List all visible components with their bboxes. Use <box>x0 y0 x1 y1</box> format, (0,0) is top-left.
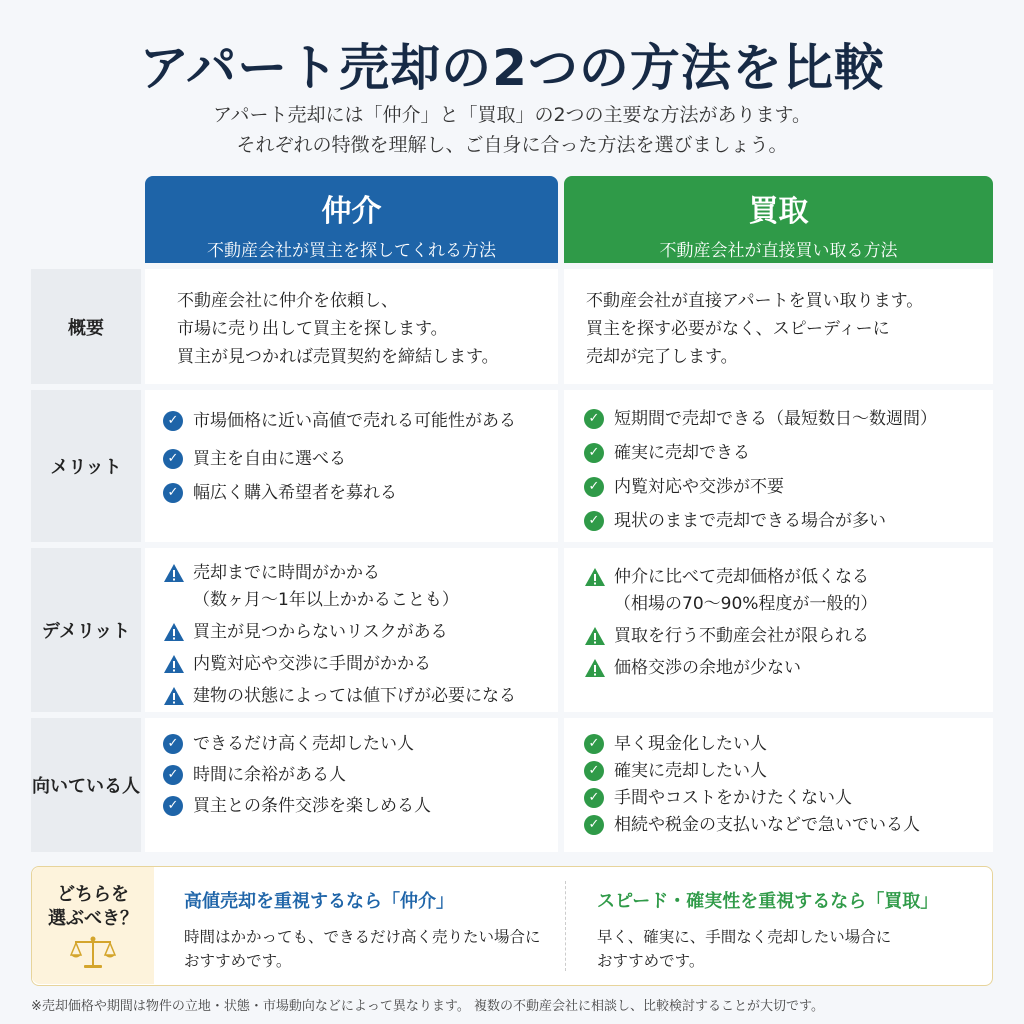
suited-cell-chukai <box>145 718 558 852</box>
list-item <box>584 657 993 679</box>
check-icon: ✓ <box>584 734 604 754</box>
page-subtitle <box>0 100 1024 160</box>
subtitle-line: アパート売却には「仲介」と「買取」の2つの主要な方法があります。 <box>212 104 812 126</box>
list-item-text: 相続や税金の支払いなどで急いでいる人 <box>614 815 920 835</box>
question-line: どちらを <box>57 884 129 905</box>
list-item <box>163 795 558 817</box>
column-header-chukai <box>145 176 558 263</box>
desc-line: 早く、確実に、手間なく売却したい場合に <box>597 928 892 946</box>
list-item <box>584 408 993 430</box>
column-title-chukai: 仲介 <box>321 194 382 229</box>
check-icon: ✓ <box>163 449 183 469</box>
list-item-text: 買取を行う不動産会社が限られる <box>614 626 869 646</box>
check-icon: ✓ <box>163 411 183 431</box>
list-item-note: （数ヶ月〜1年以上かかることも） <box>193 590 459 610</box>
column-title-kaitori: 買取 <box>748 194 809 229</box>
check-icon: ✓ <box>584 761 604 781</box>
list-item <box>584 510 993 532</box>
check-icon: ✓ <box>584 815 604 835</box>
list-item <box>163 733 558 755</box>
overview-line: 不動産会社が直接アパートを買い取ります。 <box>586 291 924 311</box>
recommendation-label <box>32 867 154 984</box>
recommendation-divider <box>565 881 566 971</box>
list-item <box>163 482 558 504</box>
list-item <box>163 621 558 643</box>
warning-icon <box>163 622 185 642</box>
question-line: 選ぶべき？ <box>48 908 138 929</box>
merit-cell-chukai <box>145 390 558 542</box>
overview-line: 市場に売り出して買主を探します。 <box>177 319 448 339</box>
recommendation-question <box>32 883 154 931</box>
overview-line: 買主が見つかれば売買契約を締結します。 <box>177 347 499 367</box>
recommendation-chukai-desc <box>184 925 564 973</box>
overview-line: 買主を探す必要がなく、スピーディーに <box>586 319 890 339</box>
overview-text-kaitori <box>586 287 993 371</box>
check-icon: ✓ <box>163 734 183 754</box>
list-item-text: 買主との条件交渉を楽しめる人 <box>193 796 431 816</box>
list-item-text: 価格交渉の余地が少ない <box>614 658 801 678</box>
overview-line: 不動産会社に仲介を依頼し、 <box>177 291 398 311</box>
list-item-text: 早く現金化したい人 <box>614 734 767 754</box>
check-icon: ✓ <box>163 483 183 503</box>
overview-text-chukai <box>177 287 558 371</box>
check-icon: ✓ <box>584 788 604 808</box>
row-label-overview: 概要 <box>31 269 141 384</box>
list-item <box>584 787 993 809</box>
check-icon: ✓ <box>584 477 604 497</box>
list-item-text: 手間やコストをかけたくない人 <box>614 788 852 808</box>
check-icon: ✓ <box>163 765 183 785</box>
demerit-cell-chukai <box>145 548 558 712</box>
demerit-cell-kaitori <box>564 548 993 712</box>
column-subtitle-chukai: 不動産会社が買主を探してくれる方法 <box>207 241 496 261</box>
list-item-text: 売却までに時間がかかる <box>193 563 380 583</box>
list-item-text: 内覧対応や交渉が不要 <box>614 477 784 497</box>
overview-cell-chukai <box>145 269 558 384</box>
list-item-text: 確実に売却できる <box>614 443 750 463</box>
overview-line: 売却が完了します。 <box>586 347 738 367</box>
list-item <box>584 442 993 464</box>
check-icon: ✓ <box>584 443 604 463</box>
warning-icon <box>163 686 185 706</box>
list-item <box>584 733 993 755</box>
recommendation-chukai <box>184 887 564 973</box>
suited-cell-kaitori <box>564 718 993 852</box>
list-item <box>584 566 993 588</box>
list-item <box>584 814 993 836</box>
list-item-note: （相場の70〜90%程度が一般的） <box>614 594 878 614</box>
list-item <box>584 476 993 498</box>
list-item <box>584 625 993 647</box>
list-item-text: 買主を自由に選べる <box>193 449 346 469</box>
footnote: ※売却価格や期間は物件の立地・状態・市場動向などによって異なります。 複数の不動産会社に相談し、比較検討することが大切です。 <box>31 999 824 1014</box>
row-label-demerit: デメリット <box>31 548 141 712</box>
column-header-kaitori <box>564 176 993 263</box>
recommendation-chukai-title: 高値売却を重視するなら「仲介」 <box>184 891 454 912</box>
list-item-text: 内覧対応や交渉に手間がかかる <box>193 654 431 674</box>
page-title: アパート売却の2つの方法を比較 <box>139 39 885 97</box>
merit-cell-kaitori <box>564 390 993 542</box>
list-item <box>163 653 558 675</box>
list-item <box>163 410 558 432</box>
row-label-merit: メリット <box>31 390 141 542</box>
warning-icon <box>163 563 185 583</box>
recommendation-kaitori <box>597 887 977 973</box>
warning-icon <box>584 658 606 678</box>
list-item <box>163 562 558 584</box>
list-item-text: 時間に余裕がある人 <box>193 765 346 785</box>
warning-icon <box>584 626 606 646</box>
check-icon: ✓ <box>584 511 604 531</box>
list-item-text: できるだけ高く売却したい人 <box>193 734 414 754</box>
desc-line: 時間はかかっても、できるだけ高く売りたい場合に <box>184 928 541 946</box>
desc-line: おすすめです。 <box>597 952 705 970</box>
list-item <box>163 448 558 470</box>
row-label-suited: 向いている人 <box>31 718 141 852</box>
list-item-text: 確実に売却したい人 <box>614 761 767 781</box>
list-item-text: 現状のままで売却できる場合が多い <box>614 511 886 531</box>
list-item-text: 買主が見つからないリスクがある <box>193 622 448 642</box>
list-item-text: 短期間で売却できる（最短数日〜数週間） <box>614 409 937 429</box>
overview-cell-kaitori <box>564 269 993 384</box>
recommendation-kaitori-title: スピード・確実性を重視するなら「買取」 <box>597 891 939 912</box>
warning-icon <box>163 654 185 674</box>
recommendation-box <box>31 866 993 986</box>
desc-line: おすすめです。 <box>184 952 292 970</box>
subtitle-line: それぞれの特徴を理解し、ご自身に合った方法を選びましょう。 <box>236 134 788 156</box>
list-item <box>163 764 558 786</box>
check-icon: ✓ <box>584 409 604 429</box>
check-icon: ✓ <box>163 796 183 816</box>
list-item <box>584 760 993 782</box>
list-item-text: 仲介に比べて売却価格が低くなる <box>614 567 869 587</box>
scale-icon <box>32 935 154 975</box>
recommendation-kaitori-desc <box>597 925 977 973</box>
warning-icon <box>584 567 606 587</box>
list-item-text: 市場価格に近い高値で売れる可能性がある <box>193 411 516 431</box>
list-item-text: 幅広く購入希望者を募れる <box>193 483 397 503</box>
list-item <box>163 685 558 707</box>
column-subtitle-kaitori: 不動産会社が直接買い取る方法 <box>659 241 898 261</box>
list-item-text: 建物の状態によっては値下げが必要になる <box>193 686 516 706</box>
